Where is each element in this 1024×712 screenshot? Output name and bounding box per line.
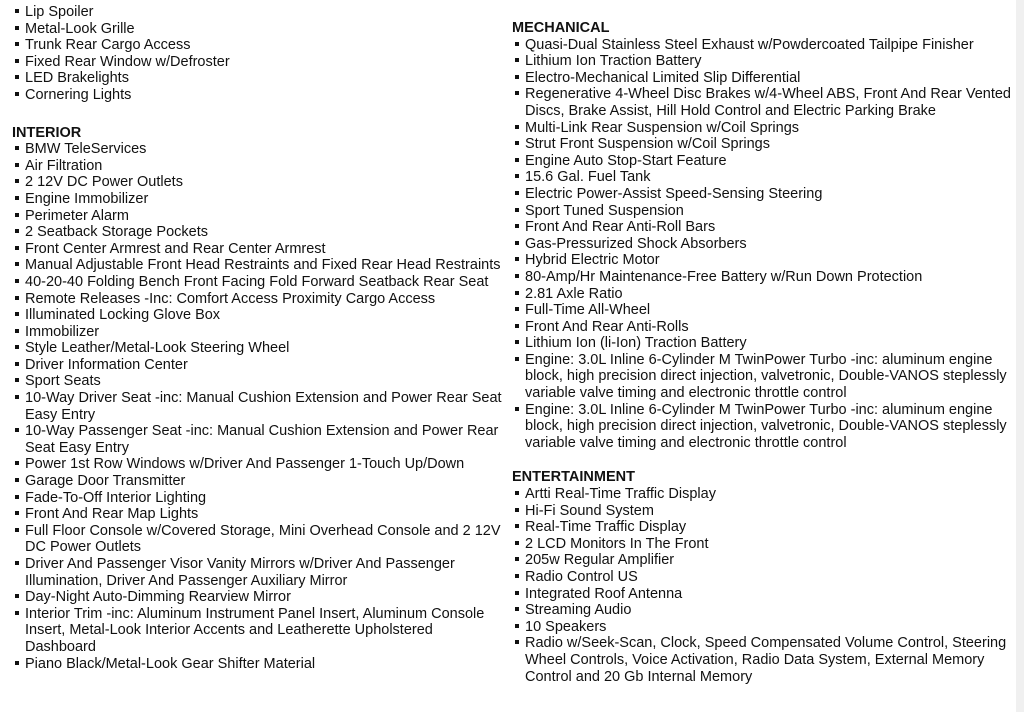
list-item: Interior Trim -inc: Aluminum Instrument Panel Insert, Aluminum Console Insert, Metal-Look Interior Accents and Leatherette Upholstered Dashboard	[12, 606, 502, 656]
list-item: Strut Front Suspension w/Coil Springs	[512, 136, 1012, 153]
list-item: Integrated Roof Antenna	[512, 586, 1012, 603]
list-item: Artti Real-Time Traffic Display	[512, 486, 1012, 503]
list-item: 2 LCD Monitors In The Front	[512, 536, 1012, 553]
list-item: Front And Rear Map Lights	[12, 506, 502, 523]
list-item: Gas-Pressurized Shock Absorbers	[512, 236, 1012, 253]
entertainment-list	[512, 486, 1012, 685]
list-item: 10-Way Driver Seat -inc: Manual Cushion Extension and Power Rear Seat Easy Entry	[12, 390, 502, 423]
list-item: Front Center Armrest and Rear Center Armrest	[12, 241, 502, 258]
list-item: Fade-To-Off Interior Lighting	[12, 490, 502, 507]
list-item: LED Brakelights	[12, 70, 502, 87]
list-item: Full Floor Console w/Covered Storage, Mini Overhead Console and 2 12V DC Power Outlets	[12, 523, 502, 556]
list-item: 205w Regular Amplifier	[512, 552, 1012, 569]
list-item: Electric Power-Assist Speed-Sensing Steering	[512, 186, 1012, 203]
list-item: Trunk Rear Cargo Access	[12, 37, 502, 54]
list-item: Engine Immobilizer	[12, 191, 502, 208]
list-item: Quasi-Dual Stainless Steel Exhaust w/Powdercoated Tailpipe Finisher	[512, 37, 1012, 54]
list-item: Real-Time Traffic Display	[512, 519, 1012, 536]
exterior-list	[12, 4, 502, 104]
exterior-section	[12, 4, 502, 104]
list-item: Radio w/Seek-Scan, Clock, Speed Compensated Volume Control, Steering Wheel Controls, Voice Activation, Radio Data System, External Memory Control and 20 Gb Internal Memory	[512, 635, 1012, 685]
list-item: Fixed Rear Window w/Defroster	[12, 54, 502, 71]
list-item: 2 Seatback Storage Pockets	[12, 224, 502, 241]
list-item: Lip Spoiler	[12, 4, 502, 21]
list-item: Style Leather/Metal-Look Steering Wheel	[12, 340, 502, 357]
right-column	[512, 0, 1012, 685]
list-item: 15.6 Gal. Fuel Tank	[512, 169, 1012, 186]
list-item: Metal-Look Grille	[12, 21, 502, 38]
list-item: 80-Amp/Hr Maintenance-Free Battery w/Run Down Protection	[512, 269, 1012, 286]
mechanical-section	[512, 20, 1012, 451]
list-item: 2 12V DC Power Outlets	[12, 174, 502, 191]
list-item: Engine Auto Stop-Start Feature	[512, 153, 1012, 170]
list-item: Front And Rear Anti-Rolls	[512, 319, 1012, 336]
list-item: Remote Releases -Inc: Comfort Access Proximity Cargo Access	[12, 291, 502, 308]
list-item: Power 1st Row Windows w/Driver And Passenger 1-Touch Up/Down	[12, 456, 502, 473]
list-item: Electro-Mechanical Limited Slip Differential	[512, 70, 1012, 87]
entertainment-section	[512, 469, 1012, 685]
list-item: 2.81 Axle Ratio	[512, 286, 1012, 303]
mechanical-heading: MECHANICAL	[512, 20, 610, 36]
list-item: Lithium Ion (li-Ion) Traction Battery	[512, 335, 1012, 352]
list-item: 10-Way Passenger Seat -inc: Manual Cushion Extension and Power Rear Seat Easy Entry	[12, 423, 502, 456]
list-item: Regenerative 4-Wheel Disc Brakes w/4-Wheel ABS, Front And Rear Vented Discs, Brake Assist, Hill Hold Control and Electric Parking Brake	[512, 86, 1012, 119]
list-item: Engine: 3.0L Inline 6-Cylinder M TwinPower Turbo -inc: aluminum engine block, high precision direct injection, valvetronic, Double-VANOS steplessly variable valve timing and electronic throttle control	[512, 402, 1012, 452]
list-item: 10 Speakers	[512, 619, 1012, 636]
list-item: Immobilizer	[12, 324, 502, 341]
list-item: Sport Tuned Suspension	[512, 203, 1012, 220]
list-item: Hi-Fi Sound System	[512, 503, 1012, 520]
interior-section	[12, 125, 502, 673]
list-item: Full-Time All-Wheel	[512, 302, 1012, 319]
list-item: Cornering Lights	[12, 87, 502, 104]
list-item: Garage Door Transmitter	[12, 473, 502, 490]
list-item: Piano Black/Metal-Look Gear Shifter Material	[12, 656, 502, 673]
interior-list	[12, 141, 502, 672]
mechanical-list	[512, 37, 1012, 452]
list-item: Manual Adjustable Front Head Restraints and Fixed Rear Head Restraints	[12, 257, 502, 274]
list-item: Hybrid Electric Motor	[512, 252, 1012, 269]
list-item: Driver Information Center	[12, 357, 502, 374]
list-item: 40-20-40 Folding Bench Front Facing Fold Forward Seatback Rear Seat	[12, 274, 502, 291]
list-item: Radio Control US	[512, 569, 1012, 586]
list-item: Lithium Ion Traction Battery	[512, 53, 1012, 70]
list-item: Driver And Passenger Visor Vanity Mirrors w/Driver And Passenger Illumination, Driver And Passenger Auxiliary Mirror	[12, 556, 502, 589]
list-item: Day-Night Auto-Dimming Rearview Mirror	[12, 589, 502, 606]
list-item: Illuminated Locking Glove Box	[12, 307, 502, 324]
list-item: Air Filtration	[12, 158, 502, 175]
page-scrollbar[interactable]	[1016, 0, 1024, 712]
list-item: Engine: 3.0L Inline 6-Cylinder M TwinPower Turbo -inc: aluminum engine block, high precision direct injection, valvetronic, Double-VANOS steplessly variable valve timing and electronic throttle control	[512, 352, 1012, 402]
list-item: Multi-Link Rear Suspension w/Coil Springs	[512, 120, 1012, 137]
left-column	[12, 0, 502, 672]
list-item: Perimeter Alarm	[12, 208, 502, 225]
list-item: BMW TeleServices	[12, 141, 502, 158]
list-item: Streaming Audio	[512, 602, 1012, 619]
list-item: Sport Seats	[12, 373, 502, 390]
interior-heading: INTERIOR	[12, 124, 82, 141]
entertainment-heading: ENTERTAINMENT	[512, 469, 635, 486]
list-item: Front And Rear Anti-Roll Bars	[512, 219, 1012, 236]
